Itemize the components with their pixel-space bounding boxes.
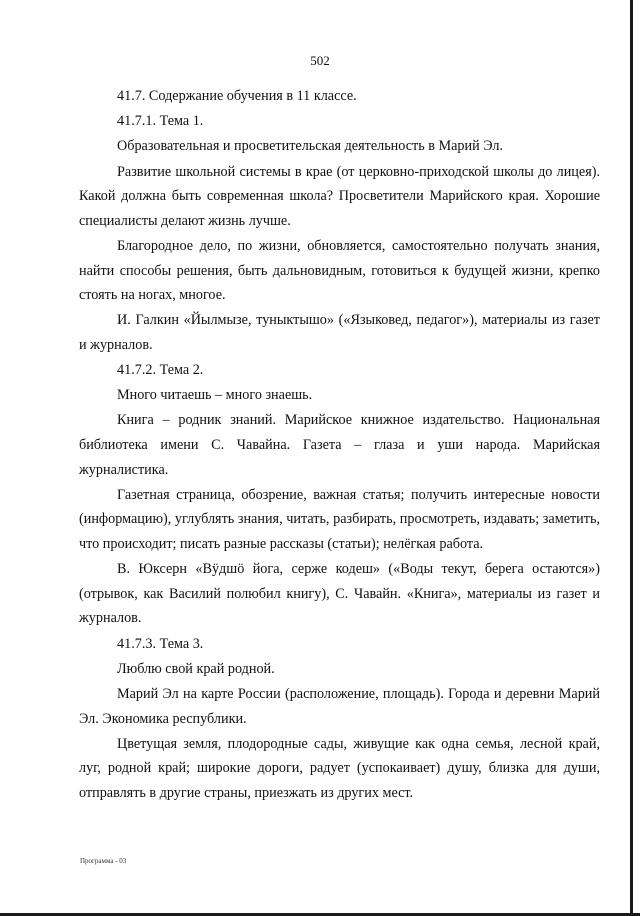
page-footer: Программа - 03: [80, 857, 127, 865]
paragraph: Благородное дело, по жизни, обновляется, самостоятельно получать знания, найти способы решения, быть дальновидным, готовиться к будущей жизни, крепко стоять на ногах, многое.: [79, 237, 600, 304]
topic-heading: 41.7.3. Тема 3.: [117, 635, 204, 652]
topic-heading: 41.7.1. Тема 1.: [117, 113, 204, 130]
paragraph: И. Галкин «Йылмызе, туныктышо» («Языковед, педагог»), материалы из газет и журналов.: [79, 312, 600, 353]
page-number: 502: [310, 53, 330, 68]
paragraph: Марий Эл на карте России (расположение, площадь). Города и деревни Марий Эл. Экономика республики.: [79, 685, 600, 727]
scan-edge-right: [630, 0, 633, 916]
paragraph: Много читаешь – много знаешь.: [117, 387, 313, 404]
paragraph: Образовательная и просветительская деятельность в Марий Эл.: [117, 138, 504, 155]
paragraph: В. Юксерн «Вӱдшӧ йога, серже кодеш» («Воды текут, берега остаются») (отрывок, как Василий полюбил книгу), С. Чавайн. «Книга», материалы из газет и журналов.: [79, 561, 600, 627]
paragraph: Цветущая земля, плодородные сады, живущие как одна семья, лесной край, луг, родной край; широкие дороги, радует (успокаивает) душу, близка для души, отправлять в другие страны, приезжать из других мест.: [79, 735, 600, 801]
topic-heading: 41.7.2. Тема 2.: [117, 362, 204, 379]
body-text: [79, 84, 600, 806]
paragraph: Книга – родник знаний. Марийское книжное издательство. Национальная библиотека имени С. Чавайна. Газета – глаза и уши народа. Марийская журналистика.: [79, 412, 600, 478]
paragraph: Газетная страница, обозрение, важная статья; получить интересные новости (информацию), углублять знания, читать, разбирать, просмотреть, издавать; заметить, что происходит; писать разные рассказы (статьи); нелёгкая работа.: [79, 486, 600, 553]
paragraph: Люблю свой край родной.: [117, 660, 275, 677]
section-heading: 41.7. Содержание обучения в 11 классе.: [117, 88, 357, 104]
paragraph: Развитие школьной системы в крае (от церковно-приходской школы до лицея). Какой должна быть современная школа? Просветители Марийского края. Хорошие специалисты делают жизнь лучше.: [79, 163, 600, 229]
